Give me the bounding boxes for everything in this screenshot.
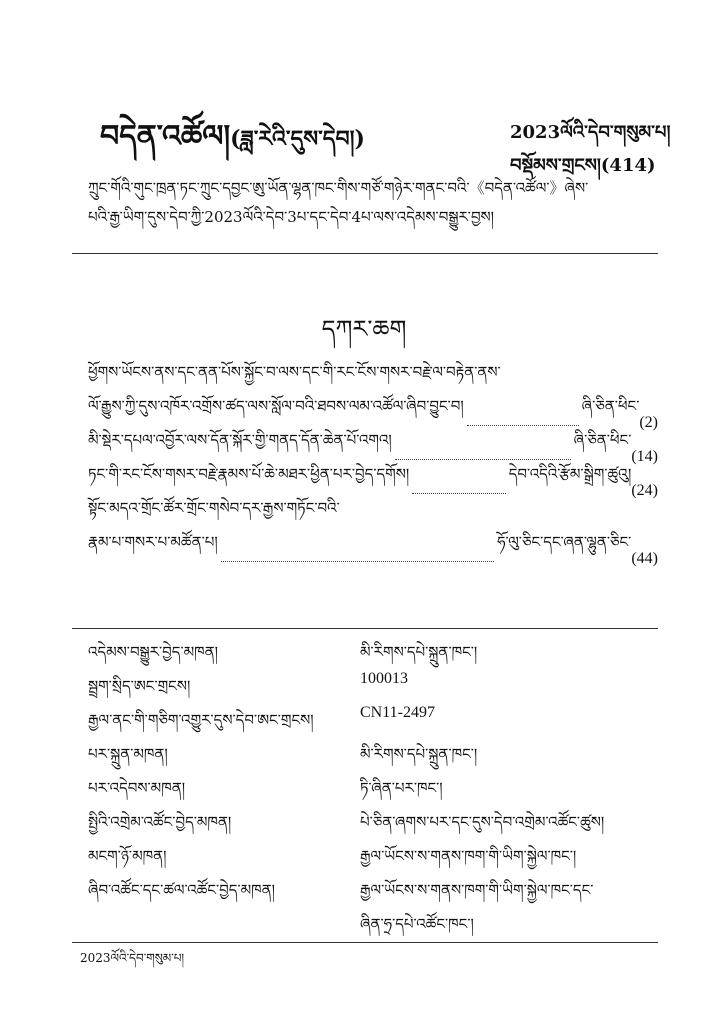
toc-entry-author: ཞི་ཅིན་ཕིང་: [573, 431, 632, 449]
toc-entry-page: (44): [631, 550, 658, 567]
contents-heading: དཀར་ཆག: [321, 315, 407, 343]
bottom-rule: [72, 942, 658, 943]
middle-rule: [72, 628, 658, 629]
info-label: མངག་ཉོ་མཁན།: [88, 847, 167, 865]
info-value: རྒྱལ་ཡོངས་ས་གནས་ཁག་གི་ཡིག་སྐྱེལ་ཁང་དང་: [360, 881, 594, 899]
toc-entry-page: (2): [639, 414, 658, 431]
info-label: རྒྱལ་ནང་གི་གཅིག་འགྱུར་དུས་དེབ་ཨང་གྲངས།: [88, 711, 314, 729]
info-value: ཏི་ཞིན་པར་ཁང་།: [360, 779, 443, 797]
info-value: རྒྱལ་ཡོངས་ས་གནས་ཁག་གི་ཡིག་སྐྱེལ་ཁང་།: [360, 847, 577, 865]
info-row: [72, 908, 658, 942]
info-row: [72, 840, 658, 874]
toc-entry-title: རྣམ་པ་གསར་པ་མཚོན་པ།: [88, 533, 218, 551]
info-row: [72, 772, 658, 806]
info-label: པར་འདེབས་མཁན།: [88, 779, 186, 797]
intro-line-1: ཀྲུང་གོའི་གུང་ཁྲན་ཏང་ཀྲུང་དབྱང་ཨུ་ཡོན་ལྷན་ཁང་གིས་གཙོ་གཉེར་གནང་བའི་《བདེན་འཚོལ་》ཞེས་: [88, 179, 589, 197]
info-value: CN11-2497: [360, 704, 435, 721]
toc-entry-author: དེབ་འདིའི་རྩོམ་སྒྲིག་ཚུའུ།: [508, 465, 632, 483]
toc-entry[interactable]: [88, 533, 658, 568]
info-value: པེ་ཅིན་ཞགས་པར་དང་དུས་དེབ་འགྲེམ་འཚོང་ཚུས།: [360, 813, 605, 831]
toc-entry-page: (24): [631, 482, 658, 499]
info-row: [72, 738, 658, 772]
footer-text: 2023ལོའི་དེབ་གསུམ་པ།: [80, 951, 185, 965]
intro-line-2: པའི་རྒྱ་ཡིག་དུས་དེབ་ཀྱི་2023ལོའི་དེབ་3པ་དང་དེབ་4པ་ལས་འདེམས་བསྒྱུར་བྱས།: [88, 208, 495, 226]
top-rule: [72, 253, 658, 254]
toc-entry-author: ཞི་ཅིན་ཕིང་: [581, 397, 640, 415]
info-row: [72, 670, 658, 704]
info-label: སྤྱིའི་འགྲེམ་འཚོང་བྱེད་མཁན།: [88, 813, 232, 831]
info-value: མི་རིགས་དཔེ་སྐྲུན་ཁང་།: [360, 643, 478, 661]
info-value: ཞིན་ཧྲ་དཔེ་འཚོང་ཁང་།: [360, 915, 474, 933]
toc-entry-title: ལོ་རྒྱུས་ཀྱི་དུས་འཁོར་འགྲོས་ཚད་ལས་སློལ་བའི་ཐབས་ལམ་འཚོལ་ཞིབ་བྱུང་བ།: [88, 397, 464, 415]
info-row: [72, 806, 658, 840]
toc-leader-dots: [412, 493, 506, 494]
journal-title-main: བདེན་འཚོལ།: [100, 119, 231, 154]
journal-title-subtitle: (ཟླ་རེའི་དུས་དེབ།): [230, 126, 365, 152]
toc-entry-title: ཕྱོགས་ཡོངས་ནས་དང་ནན་པོས་སྐྱོང་བ་ལས་དང་གི་རང་ངོས་གསར་བརྗེ་ལ་བརྟེན་ནས་: [88, 363, 501, 381]
info-label: འདེམས་བསྒྱུར་བྱེད་མཁན།: [88, 643, 218, 661]
info-label: སྦྲག་སྲིད་ཨང་གྲངས།: [88, 677, 191, 695]
issue-number: བསྡོམས་གྲངས།(414): [510, 155, 656, 176]
toc-entry-title: མི་སྡེར་དཔལ་འབྱོར་ལས་དོན་སྐོར་གྱི་གནད་དོན་ཆེན་པོ་འགའ།: [88, 431, 392, 449]
toc-leader-dots: [221, 561, 494, 562]
toc-entry-page: (14): [631, 448, 658, 465]
toc-entry-title: ཏང་གི་རང་ངོས་གསར་བརྗེ་རྣམས་པོ་ཆེ་མཐར་ཕྱིན་པར་བྱེད་དགོས།: [88, 465, 410, 483]
info-value: 100013: [360, 670, 408, 687]
info-label: པར་སྐྲུན་མཁན།: [88, 745, 168, 763]
toc-entry-author: ཧོ་ལུ་ཅིང་དང་ཞན་ལྷུན་ཅིང་: [497, 533, 632, 551]
info-row: [72, 636, 658, 670]
issue-year: 2023ལོའི་དེབ་གསུམ་པ།: [510, 122, 671, 143]
info-label: ཞིབ་འཚོང་དང་ཚལ་འཚོང་བྱེད་མཁན།: [88, 881, 275, 899]
info-row: [72, 874, 658, 908]
info-row: [72, 704, 658, 738]
toc-entry-title: སྟོང་མདའ་གྲོང་ཚོར་གྲོང་གསེབ་དར་རྒྱས་གཏོང་བའི་: [88, 499, 340, 517]
toc-leader-dots: [467, 425, 579, 426]
info-value: མི་རིགས་དཔེ་སྐྲུན་ཁང་།: [360, 745, 478, 763]
